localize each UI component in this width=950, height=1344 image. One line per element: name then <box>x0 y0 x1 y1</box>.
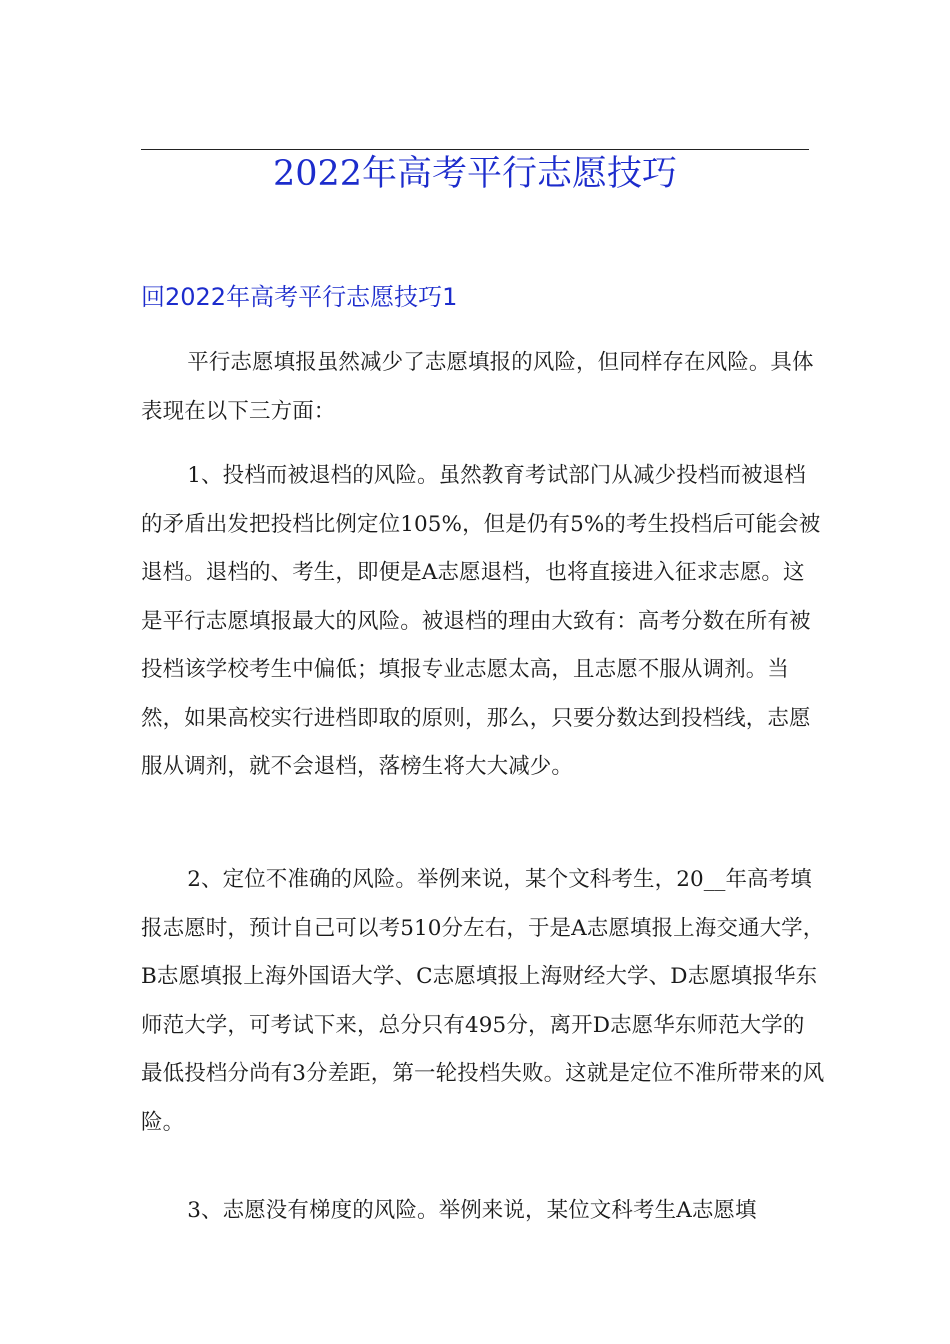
paragraph-risk-2: 2、定位不准确的风险。举例来说，某个文科考生，20__年高考填报志愿时，预计自己可以考510分左右，于是A志愿填报上海交通大学，B志愿填报上海外国语大学、C志愿填报上海财经大学、D志愿填报华东师范大学，可考试下来，总分只有495分，离开D志愿华东师范大学的最低投档分尚有3分差距，第一轮投档失败。这就是定位不准所带来的风险。 <box>141 867 825 1135</box>
paragraph-risk-1: 1、投档而被退档的风险。虽然教育考试部门从减少投档而被退档的矛盾出发把投档比例定位105%，但是仍有5%的考生投档后可能会被退档。退档的、考生，即便是A志愿退档，也将直接进入征求志愿。这是平行志愿填报最大的风险。被退档的理由大致有：高考分数在所有被投档该学校考生中偏低；填报专业志愿太高，且志愿不服从调剂。当然，如果高校实行进档即取的原则，那么，只要分数达到投档线，志愿服从调剂，就不会退档，落榜生将大大减少。 <box>141 463 821 779</box>
document-title: 2022年高考平行志愿技巧 <box>272 154 678 194</box>
paragraph-risk-3: 3、志愿没有梯度的风险。举例来说，某位文科考生A志愿填 <box>187 1198 757 1223</box>
section-heading: 回2022年高考平行志愿技巧1 <box>141 283 458 311</box>
paragraph-intro: 平行志愿填报虽然减少了志愿填报的风险，但同样存在风险。具体表现在以下三方面： <box>141 350 814 424</box>
